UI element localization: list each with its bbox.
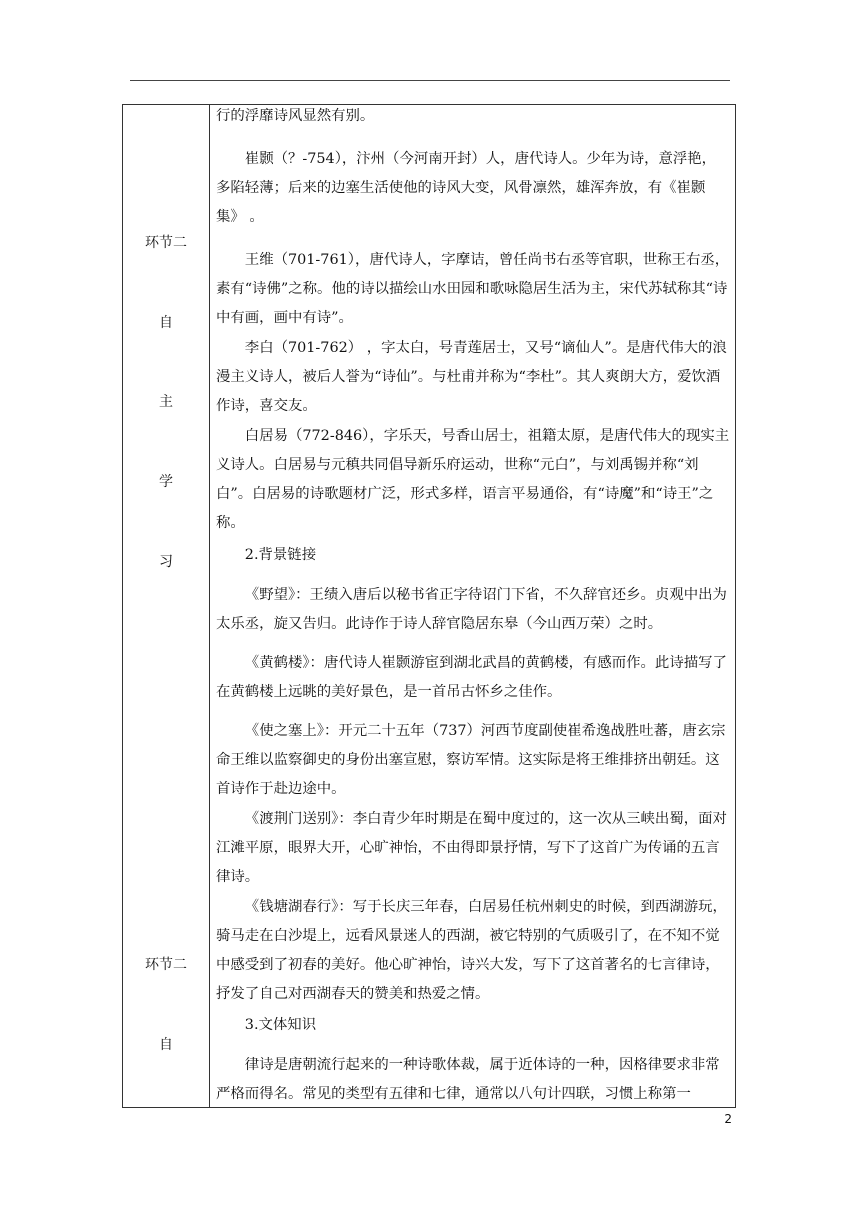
paragraph-bai-juyi: 白居易（772-846），字乐天，号香山居士，祖籍太原，是唐代伟大的现实主义诗人。白居易与元稹共同倡导新乐府运动，世称“元白”，与刘禹锡并称“刘白”。白居易的诗歌题材广泛，形式多样，语言平易通俗，有“诗魔”和“诗王”之称。	[216, 428, 730, 531]
paragraph-huang-he-lou: 《黄鹤楼》：唐代诗人崔颢游宦到湖北武昌的黄鹤楼，有感而作。此诗描写了在黄鹤楼上远眺的美好景色，是一首吊古怀乡之佳作。	[216, 655, 727, 700]
paragraph-lu-shi: 律诗是唐朝流行起来的一种诗歌体裁，属于近体诗的一种，因格律要求非常严格而得名。常见的类型有五律和七律，通常以八句计四联，习惯上称第一	[216, 1057, 720, 1102]
lesson-table	[122, 104, 736, 1108]
label-char-xue: 学	[159, 474, 173, 490]
paragraph-ye-wang: 《野望》：王绩入唐后以秘书省正字待诏门下省，不久辞官还乡。贞观中出为太乐丞，旋又告归。此诗作于诗人辞官隐居东皋（今山西万荣）之时。	[216, 587, 727, 632]
column-divider	[209, 105, 210, 1107]
section-label-top: 环节二	[145, 235, 187, 251]
label-char-zi-bottom: 自	[159, 1037, 173, 1053]
paragraph-qian-tang-hu: 《钱塘湖春行》：写于长庆三年春，白居易任杭州刺史的时候，到西湖游玩，骑马走在白沙堤上，远看风景迷人的西湖，被它特别的气质吸引了，在不知不觉中感受到了初春的美好。他心旷神怡，诗兴大发，写下了这首著名的七言律诗，抒发了自己对西湖春天的赞美和热爱之情。	[216, 899, 727, 1002]
paragraph-continuation: 行的浮靡诗风显然有别。	[216, 108, 375, 124]
label-char-xi: 习	[159, 554, 173, 570]
heading-genre-knowledge: 3.文体知识	[244, 1017, 317, 1033]
page-number: 2	[724, 1112, 732, 1126]
paragraph-du-jing-men: 《渡荆门送别》：李白青少年时期是在蜀中度过的，这一次从三峡出蜀，面对江滩平原，眼界大开，心旷神怡，不由得即景抒情，写下了这首广为传诵的五言律诗。	[216, 811, 727, 885]
paragraph-wang-wei: 王维（701-761），唐代诗人，字摩诘，曾任尚书右丞等官职，世称王右丞，素有“诗佛”之称。他的诗以描绘山水田园和歌咏隐居生活为主，宋代苏轼称其“诗中有画，画中有诗”。	[216, 252, 730, 326]
label-char-zhu: 主	[159, 394, 173, 410]
section-label-bottom: 环节二	[145, 957, 187, 973]
heading-background: 2.背景链接	[244, 547, 317, 563]
paragraph-cui-hao: 崔颢（？-754），汴州（今河南开封）人，唐代诗人。少年为诗，意浮艳，多陷轻薄；后来的边塞生活使他的诗风大变，风骨凛然，雄浑奔放，有《崔颢集》 。	[216, 151, 717, 225]
paragraph-shi-zhi-sai-shang: 《使之塞上》：开元二十五年（737）河西节度副使崔希逸战胜吐蕃，唐玄宗命王维以监察御史的身份出塞宣慰，察访军情。这实际是将王维排挤出朝廷。这首诗作于赴边途中。	[216, 723, 726, 797]
label-char-zi: 自	[159, 315, 173, 331]
header-rule	[130, 80, 730, 81]
paragraph-li-bai: 李白（701-762） ，字太白，号青莲居士，又号“谪仙人”。是唐代伟大的浪漫主义诗人，被后人誉为“诗仙”。与杜甫并称为“李杜”。其人爽朗大方，爱饮酒作诗，喜交友。	[216, 340, 727, 414]
